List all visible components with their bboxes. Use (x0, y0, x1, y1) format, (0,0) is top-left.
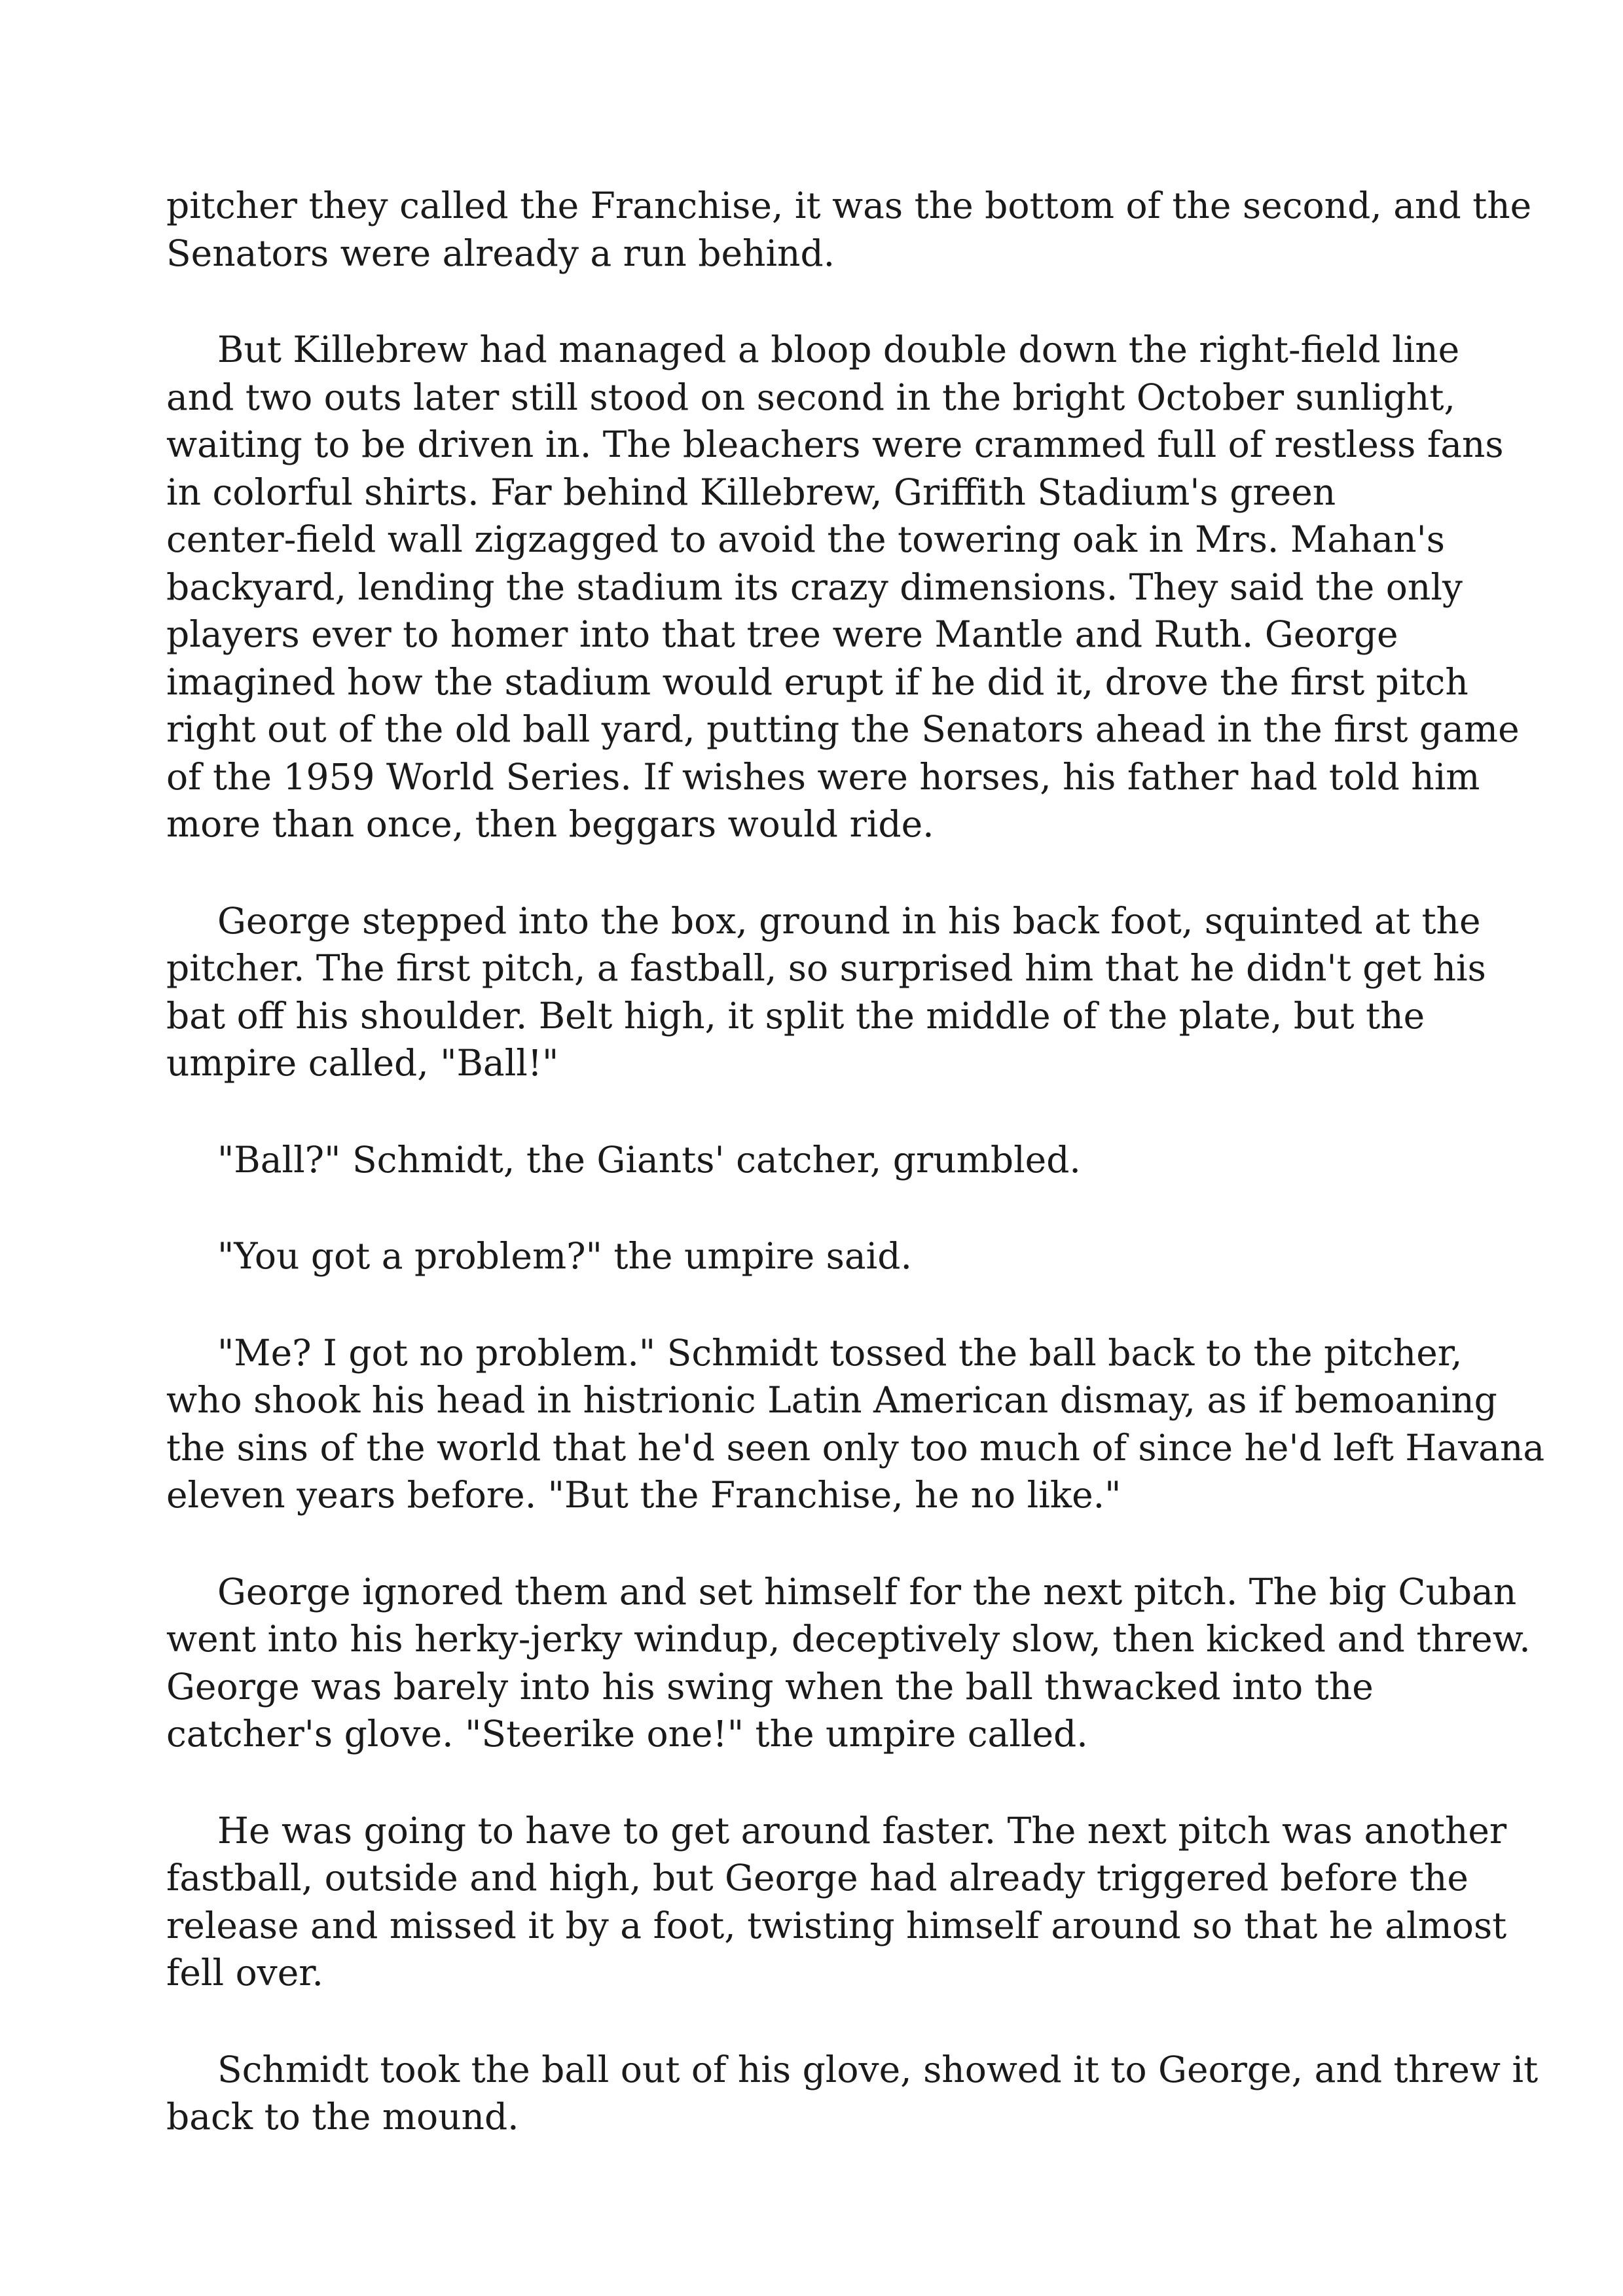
text-line: Senators were already a run behind. (166, 232, 835, 274)
text-line: George stepped into the box, ground in his back foot, squinted at the (217, 899, 1481, 942)
text-line: more than once, then beggars would ride. (166, 803, 934, 845)
text-line: umpire called, "Ball!" (166, 1042, 559, 1084)
paragraph-5 (166, 1232, 1502, 1280)
text-line: in colorful shirts. Far behind Killebrew, Griffith Stadium's green (166, 471, 1336, 513)
paragraph-1 (166, 182, 1532, 277)
paragraph-9 (166, 2046, 1539, 2141)
paragraph-6 (166, 1329, 1545, 1519)
text-line: backyard, lending the stadium its crazy dimensions. They said the only (166, 565, 1463, 608)
text-line: release and missed it by a foot, twisting himself around so that he almost (166, 1904, 1507, 1946)
text-line: who shook his head in histrionic Latin American dismay, as if bemoaning (166, 1379, 1497, 1421)
text-line: George was barely into his swing when the ball thwacked into the (166, 1665, 1374, 1708)
text-line: imagined how the stadium would erupt if he did it, drove the first pitch (166, 660, 1468, 703)
text-line: back to the mound. (166, 2096, 519, 2138)
body-text (166, 182, 1545, 2190)
paragraph-3 (166, 897, 1502, 1087)
text-line: But Killebrew had managed a bloop double down the right-field line (217, 329, 1460, 370)
text-line: George ignored them and set himself for the next pitch. The big Cuban (217, 1570, 1517, 1613)
text-line: He was going to have to get around faster. The next pitch was another (217, 1809, 1507, 1852)
text-line: catcher's glove. "Steerike one!" the umpire called. (166, 1713, 1088, 1755)
text-line: "Ball?" Schmidt, the Giants' catcher, grumbled. (217, 1138, 1081, 1181)
text-line: "You got a problem?" the umpire said. (217, 1235, 912, 1277)
text-line: waiting to be driven in. The bleachers were crammed full of restless fans (166, 423, 1504, 465)
paragraph-2 (166, 326, 1520, 848)
text-line: eleven years before. "But the Franchise, he no like." (166, 1474, 1122, 1516)
text-line: pitcher they called the Franchise, it was the bottom of the second, and the (166, 185, 1532, 226)
text-line: players ever to homer into that tree were Mantle and Ruth. George (166, 613, 1398, 655)
text-line: Schmidt took the ball out of his glove, showed it to George, and threw it (217, 2048, 1539, 2090)
text-line: "Me? I got no problem." Schmidt tossed the ball back to the pitcher, (217, 1331, 1463, 1374)
text-line: and two outs later still stood on second in the bright October sunlight, (166, 376, 1455, 418)
text-line: went into his herky-jerky windup, deceptively slow, then kicked and threw. (166, 1618, 1531, 1660)
text-line: bat off his shoulder. Belt high, it split the middle of the plate, but the (166, 994, 1425, 1037)
text-line: of the 1959 World Series. If wishes were horses, his father had told him (166, 755, 1480, 798)
text-line: right out of the old ball yard, putting the Senators ahead in the first game (166, 708, 1520, 750)
text-line: pitcher. The first pitch, a fastball, so surprised him that he didn't get his (166, 947, 1486, 989)
text-line: fell over. (166, 1952, 324, 1994)
paragraph-8 (166, 1807, 1507, 1997)
text-line: fastball, outside and high, but George had already triggered before the (166, 1857, 1468, 1899)
paragraph-4 (166, 1136, 1502, 1184)
text-line: the sins of the world that he'd seen only too much of since he'd left Havana (166, 1426, 1545, 1469)
text-line: center-field wall zigzagged to avoid the towering oak in Mrs. Mahan's (166, 518, 1445, 560)
paragraph-7 (166, 1568, 1531, 1758)
